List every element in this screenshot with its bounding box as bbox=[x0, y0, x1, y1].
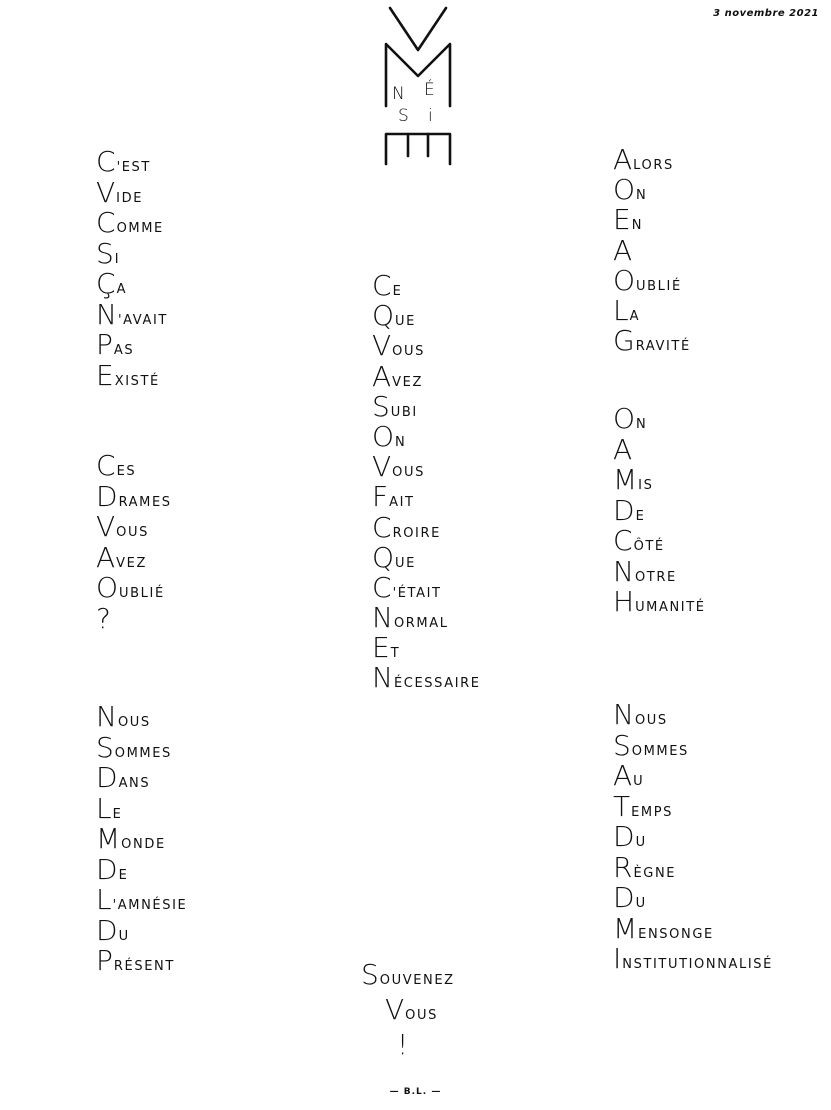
word-initial: E bbox=[372, 631, 390, 665]
word-rest: AS bbox=[113, 343, 135, 358]
poem-word bbox=[372, 419, 481, 453]
poem-word bbox=[96, 822, 187, 856]
word-initial: M bbox=[96, 822, 121, 855]
word-rest: 'EST bbox=[116, 160, 151, 175]
word-initial: Ç bbox=[96, 267, 116, 300]
poem-word bbox=[613, 324, 691, 358]
word-initial: L bbox=[613, 293, 629, 327]
poem-word bbox=[96, 601, 172, 636]
column-right-block-1 bbox=[613, 143, 691, 358]
word-rest: ENSONGE bbox=[638, 926, 714, 942]
logo-frame-stroke bbox=[386, 134, 450, 164]
word-initial: O bbox=[372, 419, 395, 453]
word-rest: E bbox=[118, 867, 129, 883]
poem-word bbox=[96, 449, 172, 483]
word-initial: E bbox=[96, 358, 114, 392]
word-rest: 'AVAIT bbox=[117, 312, 168, 328]
word-rest: RAVITÉ bbox=[635, 339, 691, 355]
word-initial: O bbox=[613, 402, 636, 435]
poem-word bbox=[372, 480, 481, 514]
word-initial: N bbox=[96, 700, 117, 733]
poem-word bbox=[96, 944, 187, 978]
word-initial: S bbox=[96, 730, 114, 764]
word-initial: I bbox=[613, 942, 622, 975]
word-rest: UBI bbox=[390, 404, 418, 420]
poem-word bbox=[613, 493, 706, 528]
word-initial: C bbox=[96, 206, 116, 239]
logo-letter-n: N bbox=[392, 84, 405, 104]
poem-word bbox=[361, 958, 455, 996]
poem-word bbox=[613, 203, 691, 237]
word-initial: S bbox=[613, 728, 631, 762]
word-initial: N bbox=[372, 601, 393, 635]
word-initial: O bbox=[613, 263, 636, 297]
poem-word bbox=[96, 913, 187, 948]
word-rest: OUS bbox=[392, 344, 425, 360]
word-rest: RAMES bbox=[118, 494, 172, 510]
word-initial: A bbox=[372, 359, 392, 393]
word-initial: P bbox=[96, 944, 113, 977]
poem-word bbox=[613, 911, 773, 946]
word-initial: C bbox=[613, 524, 633, 557]
word-rest: T bbox=[390, 646, 401, 662]
poem-word bbox=[613, 728, 773, 763]
poem-word bbox=[96, 479, 172, 514]
word-rest: ES bbox=[116, 464, 137, 479]
word-initial: P bbox=[96, 328, 113, 361]
poem-word bbox=[96, 297, 168, 332]
logo-letter-i: i bbox=[428, 106, 433, 126]
poem-word bbox=[372, 389, 481, 423]
mnesi-logo bbox=[384, 6, 452, 166]
word-initial: M bbox=[613, 911, 638, 945]
poem-word bbox=[385, 993, 455, 1031]
word-initial: L bbox=[96, 791, 112, 825]
word-initial: D bbox=[96, 761, 118, 794]
word-initial: T bbox=[613, 789, 631, 823]
poem-word bbox=[372, 570, 481, 604]
word-rest: AIT bbox=[389, 495, 415, 511]
poem-word bbox=[96, 730, 187, 765]
word-rest: ROIRE bbox=[392, 525, 441, 541]
word-rest: U bbox=[635, 835, 647, 850]
word-rest: OTRE bbox=[634, 569, 677, 585]
poem-word bbox=[613, 789, 773, 824]
word-rest: 'AMNÉSIE bbox=[112, 898, 188, 913]
poem-word bbox=[96, 791, 187, 826]
word-initial: D bbox=[613, 881, 635, 914]
word-initial: N bbox=[613, 554, 634, 588]
poem-word bbox=[372, 631, 481, 665]
column-left-block-1 bbox=[96, 145, 168, 392]
word-rest: E bbox=[112, 806, 123, 822]
word-initial: R bbox=[613, 850, 633, 884]
word-initial: N bbox=[372, 661, 393, 695]
word-initial: ! bbox=[397, 1028, 409, 1061]
word-initial: V bbox=[96, 510, 116, 543]
word-rest: U bbox=[118, 928, 130, 944]
word-rest: N bbox=[636, 417, 648, 432]
word-initial: D bbox=[96, 913, 118, 947]
word-rest: ANS bbox=[118, 776, 151, 791]
word-rest: VEZ bbox=[116, 555, 147, 571]
word-initial: N bbox=[613, 698, 634, 731]
poem-word bbox=[613, 850, 773, 885]
word-initial: S bbox=[372, 389, 390, 423]
column-center-closing bbox=[361, 958, 455, 1066]
poem-word bbox=[96, 571, 172, 605]
poem-word bbox=[96, 358, 168, 393]
word-initial: E bbox=[613, 203, 631, 237]
word-initial: M bbox=[613, 463, 638, 496]
poem-word bbox=[372, 359, 481, 393]
column-right-block-2 bbox=[613, 402, 706, 619]
word-initial: A bbox=[613, 143, 633, 176]
word-initial: D bbox=[613, 820, 635, 853]
word-initial: D bbox=[613, 493, 635, 527]
word-initial: G bbox=[613, 324, 635, 358]
word-initial: A bbox=[613, 432, 633, 466]
word-initial: H bbox=[613, 585, 635, 618]
poem-word bbox=[613, 820, 773, 854]
word-rest: VEZ bbox=[392, 374, 423, 390]
word-rest: ÉCESSAIRE bbox=[393, 676, 481, 692]
word-rest: UMANITÉ bbox=[635, 600, 706, 615]
word-rest: A bbox=[116, 282, 128, 297]
word-initial: C bbox=[96, 449, 116, 482]
column-center-block-1 bbox=[372, 269, 481, 695]
word-rest: UE bbox=[395, 314, 416, 330]
word-rest: OMME bbox=[116, 221, 164, 236]
word-rest: RÉSENT bbox=[113, 959, 175, 974]
poem-word bbox=[96, 761, 187, 795]
word-rest: N bbox=[395, 434, 407, 450]
poem-word bbox=[96, 540, 172, 575]
word-initial: C bbox=[372, 510, 392, 544]
word-initial: C bbox=[372, 570, 392, 604]
logo-letter-s: S bbox=[398, 106, 409, 126]
word-rest: U bbox=[635, 896, 647, 911]
word-rest: ONDE bbox=[121, 837, 166, 852]
poem-word bbox=[372, 299, 481, 333]
word-rest: U bbox=[633, 774, 645, 789]
word-rest: A bbox=[629, 308, 641, 324]
word-initial: D bbox=[96, 852, 118, 886]
word-rest: N bbox=[636, 188, 648, 204]
poem-word bbox=[372, 540, 481, 574]
column-left-block-3 bbox=[96, 700, 188, 978]
word-initial: ? bbox=[96, 601, 111, 635]
word-rest: E bbox=[392, 284, 403, 299]
word-initial: C bbox=[96, 145, 116, 178]
word-rest: OUS bbox=[405, 1008, 438, 1023]
poem-word bbox=[372, 661, 481, 695]
poem-word bbox=[96, 206, 168, 240]
poem-word bbox=[613, 143, 691, 176]
word-initial: F bbox=[372, 480, 389, 514]
poem-word bbox=[372, 450, 481, 484]
word-rest: ÈGNE bbox=[633, 865, 677, 881]
word-rest: OMMES bbox=[631, 743, 689, 759]
word-initial: L bbox=[96, 883, 112, 916]
poem-word bbox=[96, 328, 168, 362]
poem-word bbox=[613, 881, 773, 915]
poem-word bbox=[613, 942, 773, 976]
poem-word bbox=[372, 269, 481, 302]
word-initial: D bbox=[96, 479, 118, 513]
word-rest: NSTITUTIONNALISÉ bbox=[622, 957, 773, 972]
logo-letter-e: É bbox=[424, 80, 435, 100]
poem-word bbox=[613, 554, 706, 589]
poem-word bbox=[372, 601, 481, 635]
word-initial: A bbox=[96, 540, 116, 574]
poem-word bbox=[613, 173, 691, 207]
poem-word bbox=[613, 524, 706, 558]
poem-word bbox=[613, 698, 773, 732]
poem-word bbox=[372, 329, 481, 363]
word-initial: V bbox=[96, 175, 116, 209]
poem-word bbox=[613, 402, 706, 436]
word-initial: V bbox=[385, 993, 405, 1026]
poem-word bbox=[613, 759, 773, 793]
word-rest: OUVENEZ bbox=[379, 973, 455, 988]
poem-word bbox=[613, 233, 691, 267]
word-rest: ORMAL bbox=[393, 616, 449, 632]
word-initial: C bbox=[372, 269, 392, 302]
word-rest: ÔTÉ bbox=[633, 539, 665, 554]
column-right-block-3 bbox=[613, 698, 773, 976]
word-rest: UBLIÉ bbox=[119, 586, 165, 601]
word-rest: I bbox=[114, 251, 121, 267]
poem-word bbox=[613, 463, 706, 497]
word-rest: XISTÉ bbox=[114, 373, 160, 389]
poem-word bbox=[613, 293, 691, 327]
word-rest: N bbox=[631, 218, 644, 234]
poem-word bbox=[372, 510, 481, 544]
word-rest: EMPS bbox=[631, 804, 674, 820]
word-initial: V bbox=[372, 329, 392, 363]
word-rest: OUS bbox=[634, 713, 668, 728]
poem-word bbox=[613, 585, 706, 619]
word-initial: N bbox=[96, 297, 117, 331]
word-rest: OUS bbox=[392, 465, 425, 481]
poem-word bbox=[96, 175, 168, 210]
word-initial: A bbox=[613, 759, 633, 792]
word-initial: S bbox=[96, 236, 114, 270]
word-rest: OMMES bbox=[114, 745, 172, 761]
word-initial: A bbox=[613, 233, 633, 267]
word-initial: Q bbox=[372, 299, 395, 333]
word-initial: V bbox=[372, 450, 392, 484]
poem-word bbox=[96, 236, 168, 271]
poem-word bbox=[96, 700, 187, 734]
word-initial: S bbox=[361, 958, 379, 991]
word-rest: UE bbox=[395, 555, 416, 571]
poem-word bbox=[96, 883, 188, 917]
poem-word bbox=[613, 263, 691, 297]
poem-word bbox=[613, 432, 706, 467]
word-rest: OUS bbox=[116, 525, 149, 540]
poem-word bbox=[96, 267, 168, 301]
column-left-block-2 bbox=[96, 449, 172, 635]
word-rest: 'ÉTAIT bbox=[392, 585, 442, 601]
word-rest: LORS bbox=[633, 158, 674, 173]
word-rest: IS bbox=[638, 478, 654, 493]
poem-word bbox=[96, 145, 168, 179]
word-rest: OUS bbox=[117, 715, 151, 730]
word-rest: IDE bbox=[116, 190, 144, 206]
word-initial: O bbox=[96, 571, 119, 604]
signature: — B.L. — bbox=[389, 1087, 442, 1097]
word-initial: Q bbox=[372, 540, 395, 574]
logo-v-stroke bbox=[390, 8, 446, 50]
word-rest: UBLIÉ bbox=[636, 278, 682, 294]
poem-word bbox=[397, 1028, 455, 1066]
word-initial: O bbox=[613, 173, 636, 207]
word-rest: E bbox=[635, 508, 646, 524]
date-label: 3 novembre 2021 bbox=[713, 8, 819, 19]
poem-word bbox=[96, 510, 172, 544]
poem-word bbox=[96, 852, 187, 887]
